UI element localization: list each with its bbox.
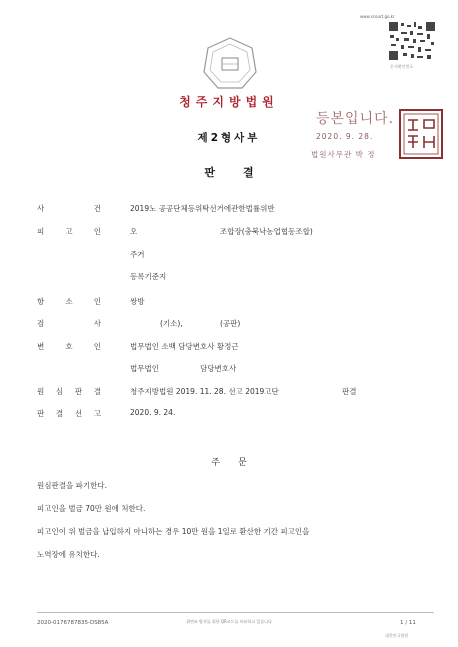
label-char: 호 [65, 342, 73, 351]
defendant-registry: 등록기준지 [130, 272, 167, 281]
label-char: 결 [55, 409, 64, 418]
order-line-3: 피고인이 위 벌금을 납입하지 아니하는 경우 10만 원을 1일로 환산한 기간 피고인을 [37, 527, 310, 536]
footer-note: 위변조 방지를 위한 QR코드를 보유하고 있습니다 [186, 619, 272, 624]
counsel-2-firm: 법무법인 [130, 364, 159, 373]
qr-caption: 문서확인번호 [390, 64, 414, 69]
label-prosecutor [37, 318, 101, 329]
qr-code-icon [387, 20, 437, 62]
label-char: 인 [93, 297, 101, 306]
site-url: www.scourt.go.kr [360, 14, 395, 19]
label-defendant [37, 226, 101, 237]
label-char: 결 [93, 387, 101, 396]
appellant-value: 쌍방 [130, 297, 145, 306]
label-case [37, 203, 101, 214]
defendant-occupation: 조합장(충북낙농업협동조합) [220, 227, 313, 236]
certifying-officer: 법원사무관 박 정 [311, 150, 376, 159]
document-type: 판결 [204, 166, 282, 179]
court-name: 청주지방법원 [179, 95, 279, 109]
defendant-address: 주거 [130, 250, 145, 259]
counsel-1: 법무법인 소백 담당변호사 황정근 [130, 342, 239, 351]
label-char: 항 [37, 297, 45, 306]
label-char: 고 [65, 227, 73, 236]
label-char: 소 [65, 297, 73, 306]
label-counsel [37, 341, 101, 352]
label-char: 사 [93, 319, 101, 328]
original-judgment-value: 청주지방법원 2019. 11. 28. 선고 2019고단 [130, 387, 279, 396]
label-char: 사 [37, 204, 45, 213]
court-emblem-icon [200, 34, 260, 94]
label-appellant [37, 296, 101, 307]
document-number: 2020-0176787835-DS85A [37, 620, 109, 626]
label-char: 건 [93, 204, 101, 213]
label-char: 판 [74, 387, 83, 396]
label-char: 선 [74, 409, 83, 418]
label-char: 판 [37, 409, 45, 418]
label-char: 인 [93, 342, 101, 351]
label-char: 고 [93, 409, 101, 418]
prosecutor-trial: (공판) [220, 319, 241, 328]
label-char: 피 [37, 227, 45, 236]
label-original-judgment [37, 386, 101, 397]
page-number: 1 / 11 [400, 620, 416, 626]
case-value: 2019노 공공단체등위탁선거에관한법률위반 [130, 204, 275, 213]
certified-copy-stamp: 등본입니다. [316, 111, 395, 127]
label-char: 원 [37, 387, 45, 396]
order-heading: 주문 [211, 458, 265, 468]
certification-date: 2020. 9. 28. [316, 132, 374, 141]
order-line-4: 노역장에 유치한다. [37, 550, 100, 559]
sentence-date: 2020. 9. 24. [130, 408, 176, 417]
label-char: 변 [37, 342, 45, 351]
prosecutor-indictment: (기소), [160, 319, 183, 328]
label-char: 검 [37, 319, 45, 328]
department: 제2형사부 [197, 132, 261, 144]
label-sentence-date [37, 408, 101, 419]
official-seal-icon [398, 108, 444, 160]
footer-divider [37, 612, 434, 613]
order-line-2: 피고인을 벌금 70만 원에 처한다. [37, 504, 146, 513]
order-line-1: 원심판결을 파기한다. [37, 481, 107, 490]
label-char: 인 [93, 227, 101, 236]
label-char: 심 [55, 387, 64, 396]
defendant-name: 오 [130, 227, 138, 236]
counsel-2-role: 담당변호사 [200, 364, 237, 373]
original-judgment-suffix: 판결 [342, 387, 357, 396]
court-logo-text: 대한민국법원 [385, 633, 409, 638]
